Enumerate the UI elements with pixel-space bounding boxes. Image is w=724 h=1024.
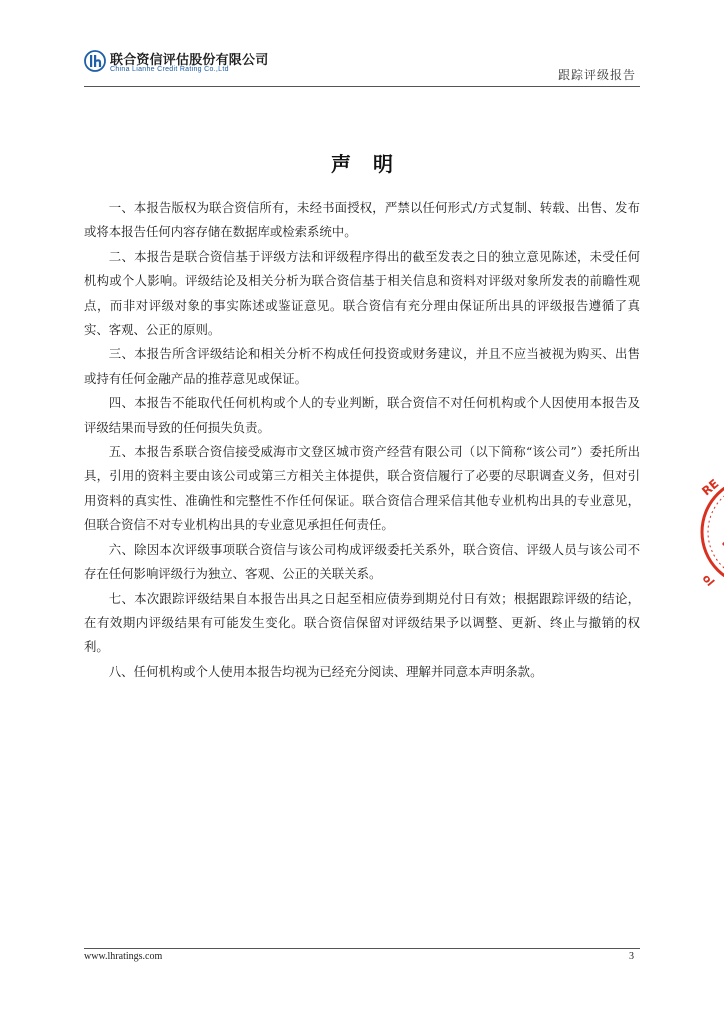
header-divider xyxy=(84,86,640,87)
report-type-label: 跟踪评级报告 xyxy=(557,68,636,82)
lianhe-logo-icon xyxy=(84,50,106,72)
declaration-paragraph-5: 五、本报告系联合资信接受威海市文登区城市资产经营有限公司（以下简称“该公司”）委托所出具，引用的资料主要由该公司或第三方相关主体提供，联合资信履行了必要的尽职调查义务，但对引用资料的真实性、准确性和完整性不作任何保证。联合资信合理采信其他专业机构出具的专业意见，但联合资信不对专业机构出具的专业意见承担任何责任。 xyxy=(84,444,640,533)
declaration-paragraph-8: 八、任何机构或个人使用本报告均视为已经充分阅读、理解并同意本声明条款。 xyxy=(108,663,543,679)
page-title: 声明 xyxy=(331,152,415,176)
company-name-cn: 联合资信评估股份有限公司 xyxy=(110,53,269,68)
company-seal-icon xyxy=(696,462,724,602)
svg-text:RE: RE xyxy=(699,476,722,499)
declaration-paragraph-3: 三、本报告所含评级结论和相关分析不构成任何投资或财务建议，并且不应当被视为购买、出售或持有任何金融产品的推荐意见或保证。 xyxy=(84,346,640,386)
declaration-paragraph-7: 七、本次跟踪评级结果自本报告出具之日起至相应债券到期兑付日有效；根据跟踪评级的结论，在有效期内评级结果有可能发生变化。联合资信保留对评级结果予以调整、更新、终止与撤销的权利。 xyxy=(84,590,640,655)
svg-text:ol: ol xyxy=(699,571,717,589)
declaration-paragraph-2: 二、本报告是联合资信基于评级方法和评级程序得出的截至发表之日的独立意见陈述，未受任何机构或个人影响。评级结论及相关分析为联合资信基于相关信息和资料对评级对象所发表的前瞻性观点，而非对评级对象的事实陈述或鉴证意见。联合资信有充分理由保证所出具的评级报告遵循了真实、客观、公正的原则。 xyxy=(84,248,640,338)
page-number: 3 xyxy=(629,951,634,962)
declaration-paragraph-6: 六、除因本次评级事项联合资信与该公司构成评级委托关系外，联合资信、评级人员与该公司不存在任何影响评级行为独立、客观、公正的关联关系。 xyxy=(84,541,640,582)
footer-divider xyxy=(84,948,640,949)
declaration-paragraph-1: 一、本报告版权为联合资信所有，未经书面授权，严禁以任何形式/方式复制、转载、出售、发布或将本报告任何内容存储在数据库或检索系统中。 xyxy=(84,200,640,240)
declaration-paragraph-4: 四、本报告不能取代任何机构或个人的专业判断，联合资信不对任何机构或个人因使用本报告及评级结果而导致的任何损失负责。 xyxy=(84,395,640,435)
declaration-body xyxy=(84,196,640,684)
page-header xyxy=(84,46,640,86)
footer-website-link[interactable]: www.lhratings.com xyxy=(84,951,163,962)
company-name-en: China Lianhe Credit Rating Co.,Ltd xyxy=(110,66,229,73)
